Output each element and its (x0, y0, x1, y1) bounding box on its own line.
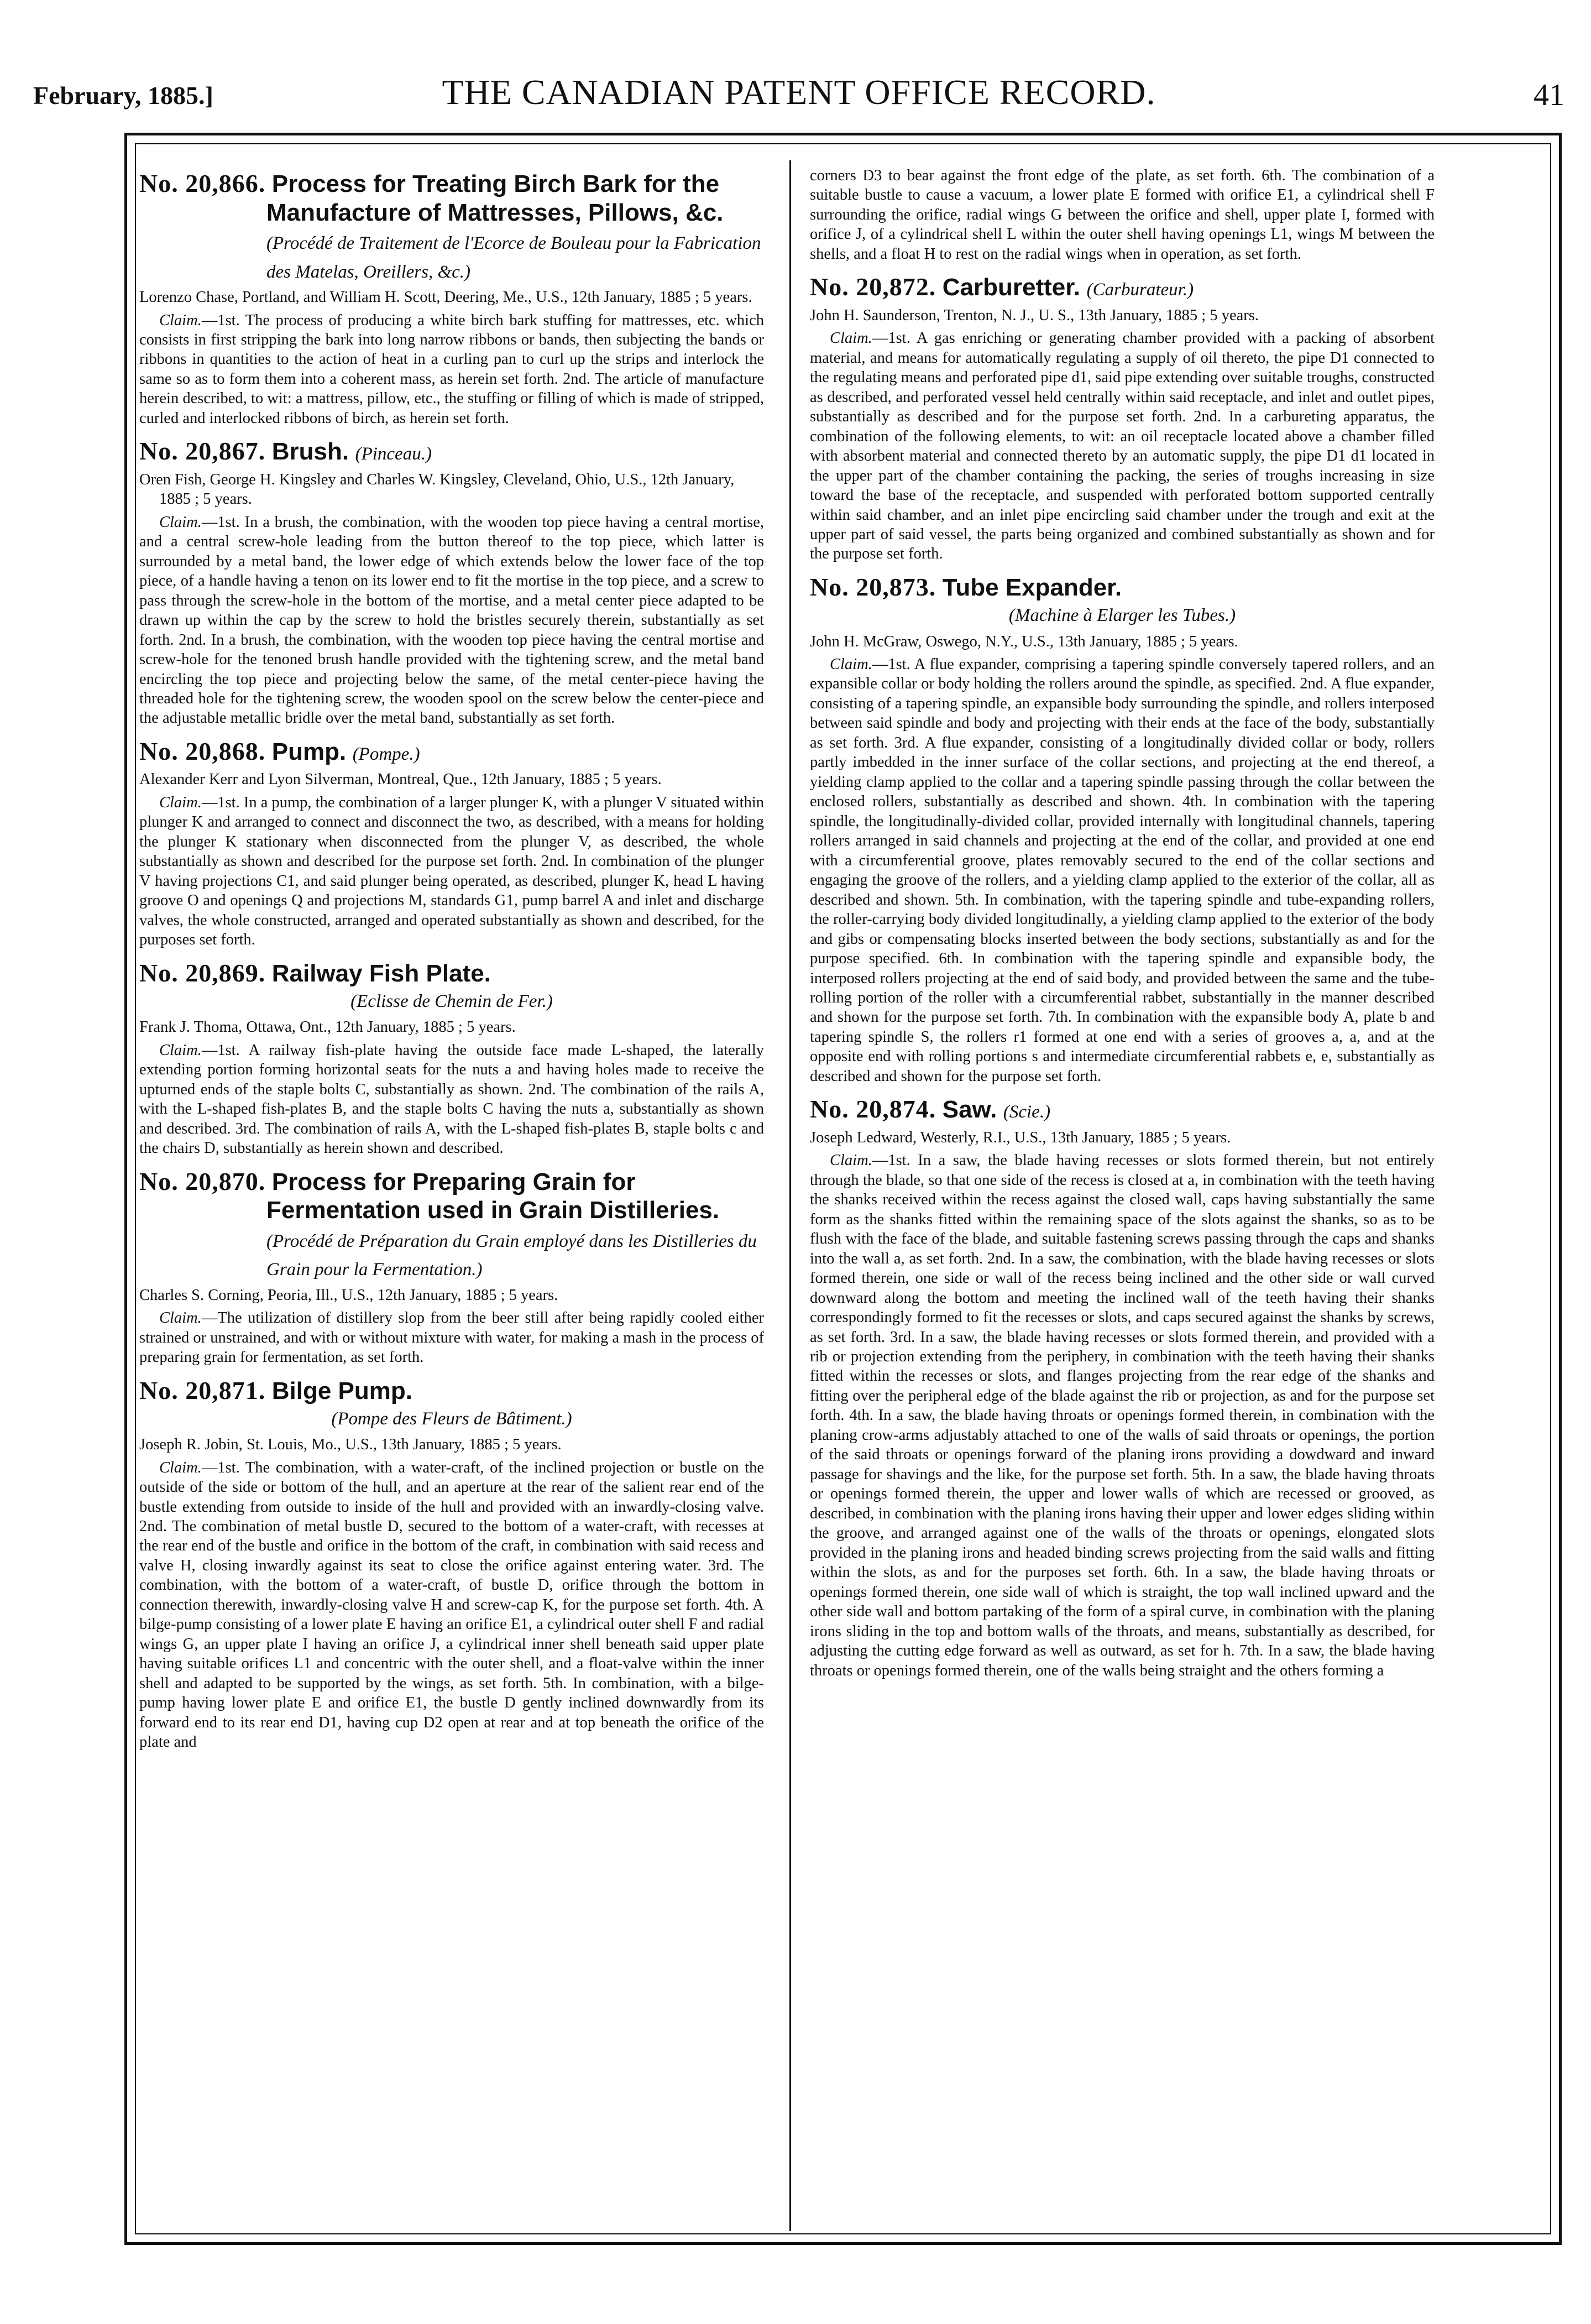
claim-text: —1st. In a saw, the blade having recesses or slots formed therein, but not entirely through the blade, so that one side of the recess is closed at a, in combination with the teeth having the shanks received within the recess against the closed wall, caps having substantially the same form as the shanks fitted within the remaining space of the slots against the shanks, so as to be flush with the face of the blade, and suitable fastening screws passing through the caps and shanks into the wall a, as set forth. 2nd. In a saw, the combination, with the blade having recesses or slots formed therein, one side or wall of the recess being inclined and the other side or wall curved downward along the bottom and meeting the inclined wall of the teeth having their shanks correspondingly formed to fit the recesses or slots, and caps secured against the shanks by screws, as set forth. 3rd. In a saw, the blade having recesses or slots formed therein, and provided with a rib or projection extending from the periphery, in combination with the teeth having their shanks fitted within the recesses or slots, and flanges projecting from the rear edge of the shanks and fitting over the peripheral edge of the blade against the rib or projection, as and for the purpose set forth. 4th. In a saw, the blade having throats or openings formed therein, in combination with the planing crow-arms adjustably attached to one of the walls of said throats or openings, the portion of the said throats or openings forward of the planing irons providing a dowdward and inward passage for shavings and the like, for the purpose set forth. 5th. In a saw, the blade having throats or openings formed therein, the upper and lower walls of which are recessed or grooved, as described, in combination with the planing irons having their upper and lower edges sliding within the groove, and arranged against one of the walls of the throats or openings, elongated slots provided in the planing irons and headed binding screws projecting from the said walls and fitting within the slots, as and for the purposes set forth. 6th. In a saw, the blade having throats or openings formed therein, one side wall of which is straight, the top wall inclined upward and the other side wall and bottom partaking of the form of a spiral curve, in combination with the planing irons sliding in the top and bottom walls of the throats, and means, substantially as described, for adjusting the cutting edge forward as well as outward, as set for h. 7th. In a saw, the blade having throats or openings formed therein, one of the walls being straight and the others forming a (810, 1152, 1435, 1679)
claim-label: Claim. (830, 656, 872, 673)
patent-heading (139, 737, 764, 766)
patent-claim (139, 311, 764, 429)
issue-date: February, 1885.] (33, 81, 213, 109)
claim-text: corners D3 to bear against the front edge of the plate, as set forth. 6th. The combination of a suitable bustle to cause a vacuum, a lower plate E formed with orifice E1, a cylindrical shell F surrounding the orifice, radial wings G between the orifice and shell, upper plate I, formed with orifice J, of a cylindrical shell L within the outer shell having openings L1, wings M between the shells, and a float H to rest on the radial wings when in operation, as set forth. (810, 167, 1435, 263)
patent-entry-20872 (810, 273, 1435, 564)
patent-heading (139, 437, 764, 466)
patent-entry-20873 (810, 573, 1435, 1086)
patent-inventor: Alexander Kerr and Lyon Silverman, Montreal, Que., 12th January, 1885 ; 5 years. (139, 771, 662, 788)
patent-inventor: Frank J. Thoma, Ottawa, Ont., 12th January, 1885 ; 5 years. (139, 1019, 516, 1036)
patent-title: Pump. (271, 738, 347, 765)
left-column (139, 166, 764, 2228)
patent-french-title: (Procédé de Traitement de l'Ecorce de Bouleau pour la Fabrication des Matelas, Oreillers, &c.) (266, 233, 761, 282)
patent-title: Process for Preparing Grain for Fermentation used in Grain Distilleries. (266, 1168, 720, 1224)
patent-inventor: Oren Fish, George H. Kingsley and Charles W. Kingsley, Cleveland, Ohio, U.S., 12th January, 1885 ; 5 years. (139, 471, 735, 508)
patent-heading (810, 273, 1435, 301)
patent-entry-20866 (139, 169, 764, 428)
patent-french-title: (Eclisse de Chemin de Fer.) (350, 991, 553, 1012)
patent-entry-20870 (139, 1167, 764, 1367)
patent-entry-20874 (810, 1095, 1435, 1680)
claim-label: Claim. (159, 1041, 202, 1059)
patent-french-title: (Scie.) (1003, 1102, 1051, 1122)
right-column (810, 166, 1435, 2228)
patent-heading (139, 169, 764, 283)
patent-french-title: (Pompe.) (352, 744, 420, 764)
claim-text: —1st. A gas enriching or generating chamber provided with a packing of absorbent material, and means for automatically regulating a supply of oil thereto, the pipe D1 connected to the regulating means and perforated pipe d1, said pipe extending over suitable troughs, constructed as described, and perforated vessel held centrally within said receptacle, and inlet and outlet pipes, substantially as described and for the purpose set forth. 2nd. In a carbureting apparatus, the combination of the following elements, to wit: an oil receptacle located above a chamber filled with absorbent material and connected thereto by an automatic supply, the pipe D1 d1 located in the upper part of the chamber containing the packing, the series of troughs increasing in size toward the base of the receptacle, and suspended with perforated bottom supported centrally within said chamber, and an inlet pipe encircling said chamber under the trough and exit at the upper part of said vessel, the parts being organized and combined substantially as shown and for the purpose set forth. (810, 330, 1435, 563)
patent-claim (139, 793, 764, 950)
claim-label: Claim. (159, 1459, 202, 1476)
claim-text: —1st. The combination, with a water-craft, of the inclined projection or bustle on the outside of the side or bottom of the hull, and an aperture at the rear of the salient rear end of the bustle extending from outside to inside of the hull and provided with an inwardly-closing valve. 2nd. The combination of metal bustle D, secured to the bottom of a water-craft, with recesses at the rear end of the bustle and orifice in the bottom of the craft, in combination with said recess and valve H, closing inwardly against its seat to close the orifice against entering water. 3rd. The combination, with the bottom of a water-craft, of bustle D, orifice through the bottom in connection therewith, inwardly-closing valve H and screw-cap K, for the purpose set forth. 4th. A bilge-pump consisting of a lower plate E having an orifice E1, a cylindrical outer shell F and radial wings G, an upper plate I having an orifice J, a cylindrical inner shell beneath said upper plate having suitable orifices L1 and concentric with the outer shell, and a float-valve within the inner shell and adapted to be supported by the wings, as set forth. 5th. In combination, with a bilge-pump having lower plate E and orifice E1, the bustle D gently inclined downwardly from its forward end to its rear end D1, having cup D2 open at rear and at top beneath the orifice of the plate and (139, 1459, 764, 1751)
patent-title: Railway Fish Plate. (271, 959, 491, 987)
patent-heading (139, 1167, 764, 1281)
claim-text: —1st. A flue expander, comprising a tapering spindle conversely tapered rollers, and an expansible collar or body holding the rollers around the spindle, as specified. 2nd. A flue expander, consisting of a tapering spindle, an expansible body surrounding the spindle, and rollers interposed between said spindle and body and projecting with their ends at the face of the body, substantially as set forth. 3rd. A flue expander, consisting of a longitudinally divided collar or body, rollers partly imbedded in the inner surface of the collar sections, and projecting at the end thereof, a yielding clamp applied to the collar and a tapering spindle passing through the collar between the enclosed rollers, substantially as described and shown. 4th. In combination with the tapering spindle, the longitudinally-divided collar, provided internally with longitudinal channels, tapering rollers arranged in said channels and projecting at the end of the collar, and provided at one end with a circumferential groove, plates removably secured to the end of the collar sections and engaging the groove of the rollers, and a yielding clamp applied to the exterior of the collar, all as described and shown. 5th. In combination, with the tapering spindle and tube-expanding rollers, the roller-carrying body divided longitudinally, a yielding clamp applied to the exterior of the body and gibs or compensating blocks inserted between the body sections, substantially as and for the purpose specified. 6th. In combination with the tapering spindle and expansible body, the interposed rollers projecting at the end of said body, and provided between the same and the tube-rolling portion of the roller with a circumferential rabbet, substantially in the manner described and shown for the purpose set forth. 7th. In combination with the expansible body A, plate b and tapering spindle S, the rollers r1 formed at one end with a series of grooves a, a, and at the opposite end with rolling portions s and intermediate circumferential rabbets e, e, substantially as described and shown for the purpose set forth. (810, 656, 1435, 1085)
patent-entry-20868 (139, 737, 764, 950)
patent-heading (810, 573, 1435, 602)
patent-heading (139, 1376, 764, 1405)
patent-title: Process for Treating Birch Bark for the Manufacture of Mattresses, Pillows, &c. (266, 170, 724, 226)
patent-french-title: (Procédé de Préparation du Grain employé dans les Distilleries du Grain pour la Fermentation.) (266, 1231, 757, 1280)
column-divider (789, 160, 791, 2231)
patent-number: No. 20,869. (139, 958, 266, 987)
patent-claim (810, 655, 1435, 1086)
patent-claim (139, 513, 764, 728)
patent-entry-20871 (139, 1376, 764, 1752)
patent-french-title: (Pinceau.) (355, 444, 432, 464)
patent-french-title: (Carburateur.) (1086, 280, 1194, 300)
claim-label: Claim. (159, 1309, 202, 1327)
patent-number: No. 20,873. (810, 572, 936, 601)
claim-label: Claim. (830, 1152, 872, 1169)
patent-inventor: John H. Saunderson, Trenton, N. J., U. S., 13th January, 1885 ; 5 years. (810, 306, 1259, 324)
patent-title: Bilge Pump. (271, 1377, 412, 1404)
patent-number: No. 20,867. (139, 437, 266, 466)
patent-heading (810, 1095, 1435, 1124)
patent-title: Tube Expander. (942, 573, 1122, 601)
patent-title: Brush. (271, 438, 349, 466)
patent-claim (810, 328, 1435, 564)
patent-entry-20867 (139, 437, 764, 728)
patent-heading (139, 959, 764, 988)
patent-number: No. 20,874. (810, 1095, 936, 1124)
patent-number: No. 20,866. (139, 169, 266, 197)
patent-claim (139, 1041, 764, 1158)
patent-number: No. 20,868. (139, 737, 266, 765)
claim-label: Claim. (159, 793, 202, 811)
running-head (33, 66, 1564, 122)
continued-claim (810, 166, 1435, 264)
patent-inventor: Charles S. Corning, Peoria, Ill., U.S., 12th January, 1885 ; 5 years. (139, 1286, 558, 1304)
claim-label: Claim. (830, 330, 872, 347)
patent-claim (139, 1458, 764, 1752)
claim-text: —1st. The process of producing a white birch bark stuffing for mattresses, etc. which consists in first stripping the bark into long narrow ribbons or bands, then subjecting the bands or ribbons in quantities to the action of heat in a curling pan to curl up the strips and interlock the same so as to form them into a coherent mass, as herein set forth. 2nd. The article of manufacture herein described, to wit: a mattress, pillow, etc., the stuffing or filling of which is made of stripped, curled and interlocked ribbons of birch, as herein set forth. (139, 311, 764, 427)
page-title: THE CANADIAN PATENT OFFICE RECORD. (442, 72, 1156, 112)
patent-inventor: Lorenzo Chase, Portland, and William H. Scott, Deering, Me., U.S., 12th January, 1885 ; 5 years. (139, 289, 752, 306)
patent-french-title: (Machine à Elarger les Tubes.) (1008, 605, 1236, 626)
patent-claim (810, 1151, 1435, 1680)
page-number: 41 (1534, 78, 1564, 112)
claim-text: —1st. In a brush, the combination, with the wooden top piece having a central mortise, and a central screw-hole leading from the button thereof to the top piece, which latter is surrounded by a metal band, the lower edge of which extends below the lower face of the top piece, of a handle having a tenon on its lower end to fit the mortise in the top piece, and a screw to pass through the screw-hole in the bottom of the mortise, and a metal center piece adapted to be drawn up within the cap by the screw to hold the bristles securely therein, substantially as set forth. 2nd. In a brush, the combination, with the wooden top piece having the central mortise and screw-hole for the tenoned brush handle provided with the tightening screw, and the metal band encircling the top piece and projecting below the same, of the metal center-piece having the threaded hole for the tightening screw, the wooden spool on the screw below the center-piece and the adjustable metallic bridle over the metal band, substantially as set forth. (139, 513, 764, 727)
claim-label: Claim. (159, 311, 202, 329)
patent-title: Carburetter. (942, 274, 1081, 301)
patent-number: No. 20,871. (139, 1376, 266, 1404)
patent-inventor: Joseph R. Jobin, St. Louis, Mo., U.S., 13th January, 1885 ; 5 years. (139, 1436, 562, 1454)
patent-claim (139, 1308, 764, 1367)
claim-text: —The utilization of distillery slop from the beer still after being rapidly cooled either strained or unstrained, and with or without mixture with water, for making a mash in the process of preparing grain for fermentation, as set forth. (139, 1309, 764, 1366)
patent-number: No. 20,870. (139, 1167, 266, 1195)
patent-entry-20869 (139, 959, 764, 1158)
patent-inventor: Joseph Ledward, Westerly, R.I., U.S., 13th January, 1885 ; 5 years. (810, 1129, 1231, 1146)
patent-inventor: John H. McGraw, Oswego, N.Y., U.S., 13th January, 1885 ; 5 years. (810, 633, 1238, 650)
patent-title: Saw. (942, 1096, 997, 1124)
claim-text: —1st. In a pump, the combination of a larger plunger K, with a plunger V situated within plunger K and arranged to connect and disconnect the two, as described, with a means for holding the plunger K stationary when disconnected from the plunger V, as described, the whole substantially as shown and described for the purpose set forth. 2nd. In combination of the plunger V having projections C1, and said plunger being operated, as described, plunger K, head L having groove O and openings Q and projections M, standards G1, pump barrel A and inlet and discharge valves, the whole constructed, arranged and operated substantially as shown and described, for the purposes set forth. (139, 793, 764, 949)
claim-text: —1st. A railway fish-plate having the outside face made L-shaped, the laterally extending portion forming horizontal seats for the nuts a and having holes made to receive the upturned ends of the staple bolts C, substantially as shown. 2nd. The combination of the rails A, with the L-shaped fish-plates B, and the staple bolts C having the nuts a, substantially as shown and described. 3rd. The combination of rails A, with the L-shaped fish-plates B, staple bolts c and the chairs D, substantially as herein shown and described. (139, 1041, 764, 1157)
claim-label: Claim. (159, 513, 202, 531)
patent-number: No. 20,872. (810, 273, 936, 301)
patent-french-title: (Pompe des Fleurs de Bâtiment.) (331, 1409, 572, 1429)
